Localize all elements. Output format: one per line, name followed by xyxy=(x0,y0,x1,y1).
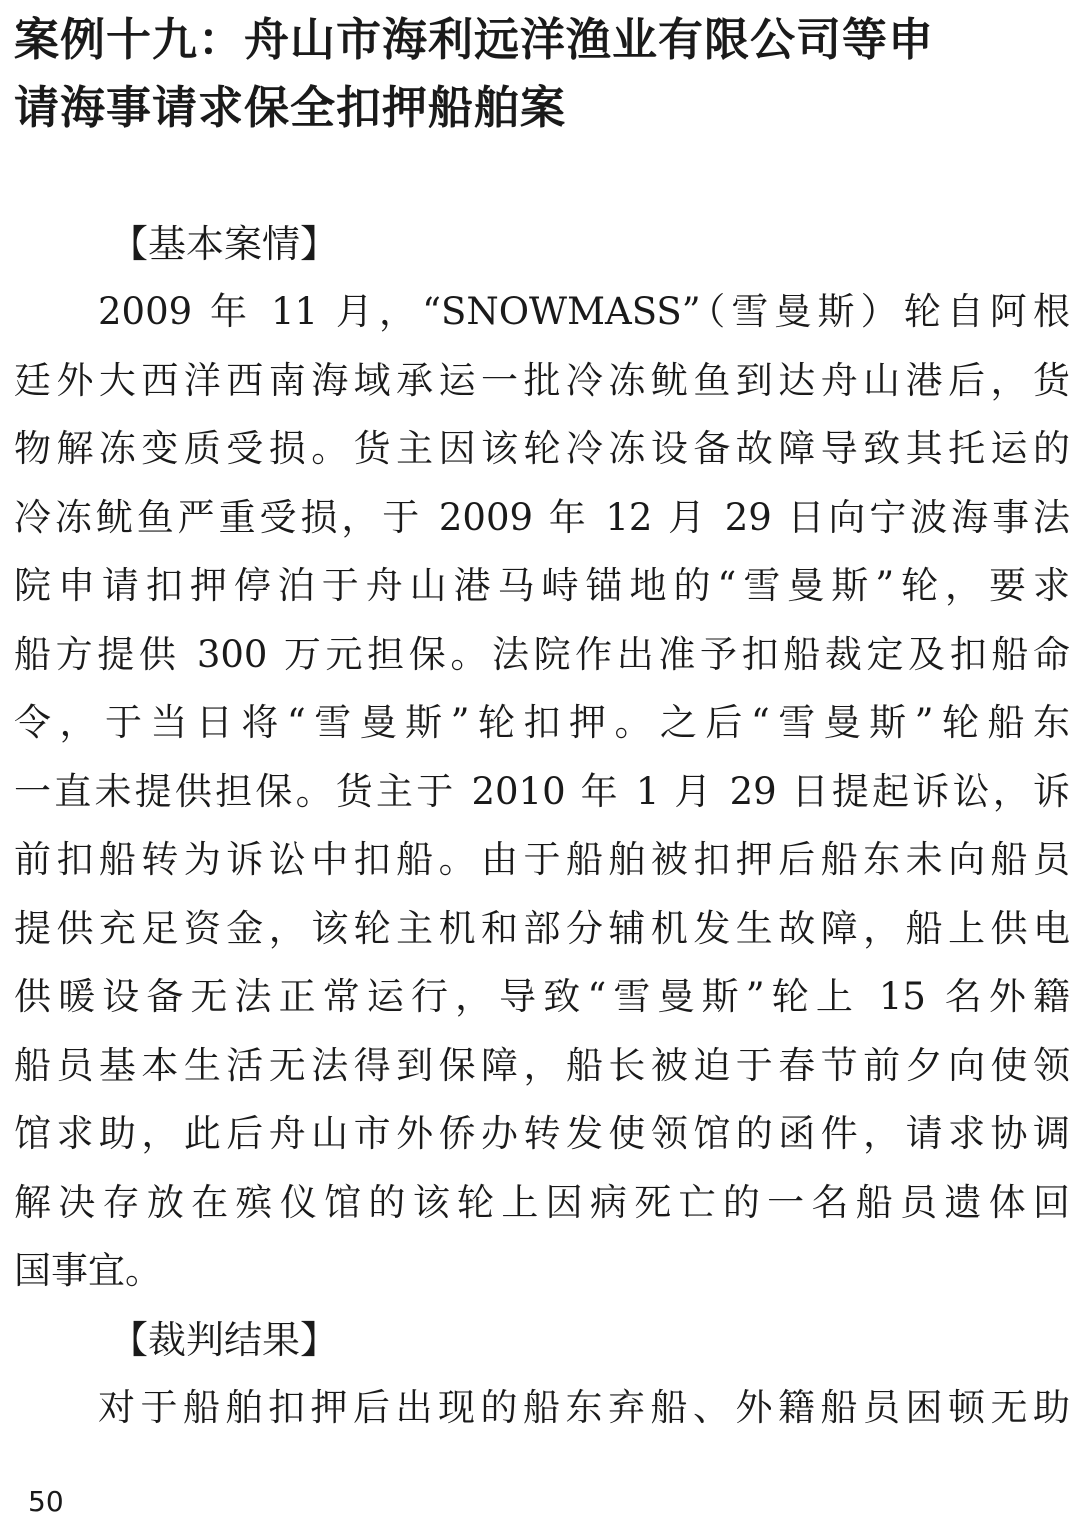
paragraph-line: 船员基本生活无法得到保障，船长被迫于春节前夕向使领 xyxy=(14,1043,1070,1087)
paragraph-line: 前扣船转为诉讼中扣船。由于船舶被扣押后船东未向船员 xyxy=(14,838,1070,881)
case-title-line: 案例十九：舟山市海利远洋渔业有限公司等申 xyxy=(14,13,935,66)
judgment-result-paragraph xyxy=(14,1374,1070,1443)
paragraph-line: 船方提供 300 万元担保。法院作出准予扣船裁定及扣船命 xyxy=(14,632,1070,676)
paragraph-line: 一直未提供担保。货主于 2010 年 1 月 29 日提起诉讼，诉 xyxy=(14,769,1070,813)
paragraph-line: 令，于当日将“雪曼斯”轮扣押。之后“雪曼斯”轮船东 xyxy=(14,701,1070,744)
paragraph-line: 对于船舶扣押后出现的船东弃船、外籍船员困顿无助 xyxy=(98,1385,1070,1429)
paragraph-line: 院申请扣押停泊于舟山港马峙锚地的“雪曼斯”轮，要求 xyxy=(14,564,1070,607)
paragraph-line: 提供充足资金，该轮主机和部分辅机发生故障，船上供电 xyxy=(14,906,1070,950)
paragraph-line: 2009 年 11 月，“SNOWMASS”（雪曼斯）轮自阿根 xyxy=(98,290,1070,333)
paragraph-line: 廷外大西洋西南海域承运一批冷冻鱿鱼到达舟山港后，货 xyxy=(14,358,1070,402)
paragraph-line: 馆求助，此后舟山市外侨办转发使领馆的函件，请求协调 xyxy=(14,1112,1070,1155)
paragraph-line: 国事宜。 xyxy=(14,1249,162,1292)
page-number: 50 xyxy=(28,1485,64,1518)
paragraph-line: 冷冻鱿鱼严重受损，于 2009 年 12 月 29 日向宁波海事法 xyxy=(14,495,1070,539)
case-body xyxy=(14,210,1070,1442)
case-title xyxy=(14,6,1070,142)
paragraph-line: 解决存放在殡仪馆的该轮上因病死亡的一名船员遗体回 xyxy=(14,1180,1070,1224)
basic-facts-paragraph xyxy=(14,278,1070,1306)
section-heading-judgment-result: 【裁判结果】 xyxy=(110,1317,339,1362)
section-heading-basic-facts: 【基本案情】 xyxy=(110,222,339,266)
paragraph-line: 供暖设备无法正常运行，导致“雪曼斯”轮上 15 名外籍 xyxy=(14,975,1070,1018)
case-title-line: 请海事请求保全扣押船舶案 xyxy=(14,81,567,134)
paragraph-line: 物解冻变质受损。货主因该轮冷冻设备故障导致其托运的 xyxy=(14,427,1070,470)
